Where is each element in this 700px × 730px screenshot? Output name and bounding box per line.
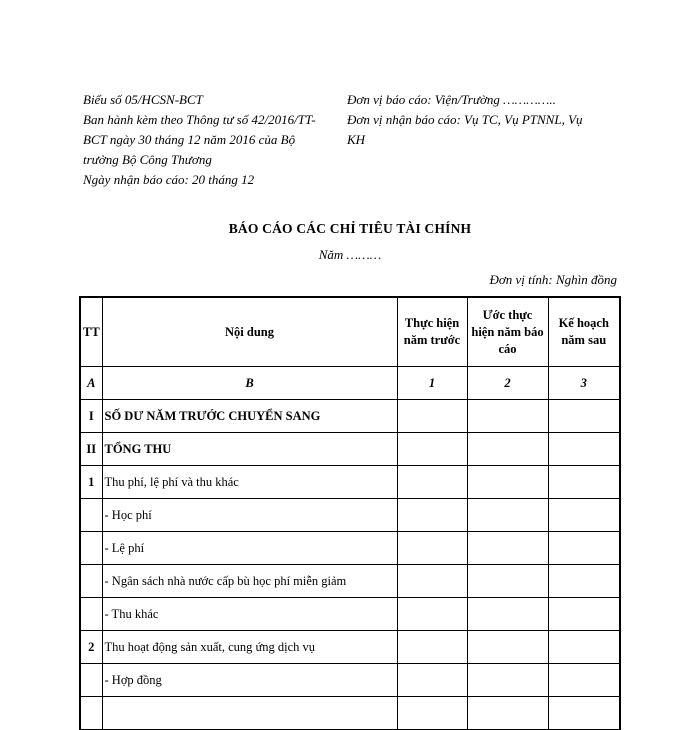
index-cell: A	[80, 367, 102, 400]
table-row	[80, 631, 620, 664]
row-estimate-value	[467, 565, 548, 598]
row-tt: I	[80, 400, 102, 433]
table-row	[80, 400, 620, 433]
row-estimate-value	[467, 697, 548, 730]
table-row	[80, 565, 620, 598]
header-right-block	[347, 90, 609, 150]
currency-unit: Đơn vị tính: Nghìn đồng	[489, 272, 617, 287]
row-tt: 1	[80, 466, 102, 499]
header-estimate-line-3: cáo	[498, 341, 517, 356]
header-plan-line-1: Kế hoạch	[558, 316, 609, 330]
row-estimate-value	[467, 400, 548, 433]
table-row	[80, 598, 620, 631]
header-estimate-line-2: hiện năm báo	[471, 324, 544, 339]
row-content: - Ngân sách nhà nước cấp bù học phí miễn giảm	[102, 565, 397, 598]
receiving-unit-line-1: Đơn vị nhận báo cáo: Vụ TC, Vụ PTNNL, Vụ	[347, 112, 583, 127]
table-row	[80, 697, 620, 730]
row-estimate-value	[467, 433, 548, 466]
row-tt: II	[80, 433, 102, 466]
row-estimate-value	[467, 466, 548, 499]
row-content: Thu hoạt động sản xuất, cung ứng dịch vụ	[102, 631, 397, 664]
row-plan-value	[548, 598, 620, 631]
row-plan-value	[548, 631, 620, 664]
row-estimate-value	[467, 631, 548, 664]
row-estimate-value	[467, 499, 548, 532]
index-cell: 2	[467, 367, 548, 400]
row-content: - Thu khác	[102, 598, 397, 631]
row-prev-year-value	[397, 565, 467, 598]
row-prev-year-value	[397, 466, 467, 499]
row-tt	[80, 697, 102, 730]
table-row	[80, 664, 620, 697]
row-tt	[80, 664, 102, 697]
header-plan-line-2: năm sau	[561, 333, 607, 347]
header-tt	[80, 297, 102, 367]
row-plan-value	[548, 466, 620, 499]
financial-report-table	[79, 296, 621, 730]
header-content-label: Nội dung	[225, 324, 274, 339]
form-number: Biểu số 05/HCSN-BCT	[83, 92, 203, 107]
row-estimate-value	[467, 532, 548, 565]
table-row	[80, 433, 620, 466]
table-row	[80, 466, 620, 499]
table-header-row	[80, 297, 620, 367]
index-cell: 1	[397, 367, 467, 400]
row-plan-value	[548, 664, 620, 697]
row-tt	[80, 532, 102, 565]
row-plan-value	[548, 400, 620, 433]
row-plan-value	[548, 433, 620, 466]
row-estimate-value	[467, 664, 548, 697]
row-content	[102, 697, 397, 730]
row-prev-year-value	[397, 598, 467, 631]
header-prev-year	[397, 297, 467, 367]
issued-by-line-3: trưởng Bộ Công Thương	[83, 152, 212, 167]
header-prev-year-line-2: năm trước	[403, 333, 461, 347]
row-prev-year-value	[397, 697, 467, 730]
row-plan-value	[548, 565, 620, 598]
header-plan	[548, 297, 620, 367]
header-tt-label: TT	[83, 324, 100, 339]
row-tt	[80, 565, 102, 598]
report-title: BÁO CÁO CÁC CHỈ TIÊU TÀI CHÍNH	[228, 221, 472, 236]
issued-by-line-2: BCT ngày 30 tháng 12 năm 2016 của Bộ	[83, 132, 296, 147]
row-content: - Học phí	[102, 499, 397, 532]
receiving-unit-line-2: KH	[347, 132, 366, 147]
header-estimate-line-1: Ước thực	[482, 307, 533, 322]
header-left-block	[83, 90, 333, 190]
issued-by-line-1: Ban hành kèm theo Thông tư số 42/2016/TT-	[83, 112, 316, 127]
index-cell: 3	[548, 367, 620, 400]
row-tt	[80, 499, 102, 532]
row-content: - Hợp đồng	[102, 664, 397, 697]
table-row	[80, 499, 620, 532]
row-prev-year-value	[397, 433, 467, 466]
index-cell: B	[102, 367, 397, 400]
receive-date: Ngày nhận báo cáo: 20 tháng 12	[83, 172, 255, 187]
row-prev-year-value	[397, 631, 467, 664]
reporting-unit: Đơn vị báo cáo: Viện/Trường …………..	[347, 92, 556, 107]
table-index-row	[80, 367, 620, 400]
row-plan-value	[548, 532, 620, 565]
row-content: Thu phí, lệ phí và thu khác	[102, 466, 397, 499]
row-prev-year-value	[397, 499, 467, 532]
header-estimate	[467, 297, 548, 367]
row-prev-year-value	[397, 664, 467, 697]
row-tt: 2	[80, 631, 102, 664]
header-prev-year-line-1: Thực hiện	[404, 316, 460, 330]
table-row	[80, 532, 620, 565]
header-content	[102, 297, 397, 367]
row-content: SỐ DƯ NĂM TRƯỚC CHUYỂN SANG	[102, 400, 397, 433]
report-year: Năm ………	[318, 247, 382, 262]
row-plan-value	[548, 499, 620, 532]
row-content: - Lệ phí	[102, 532, 397, 565]
row-tt	[80, 598, 102, 631]
row-plan-value	[548, 697, 620, 730]
row-estimate-value	[467, 598, 548, 631]
row-prev-year-value	[397, 532, 467, 565]
row-content: TỔNG THU	[102, 433, 397, 466]
row-prev-year-value	[397, 400, 467, 433]
